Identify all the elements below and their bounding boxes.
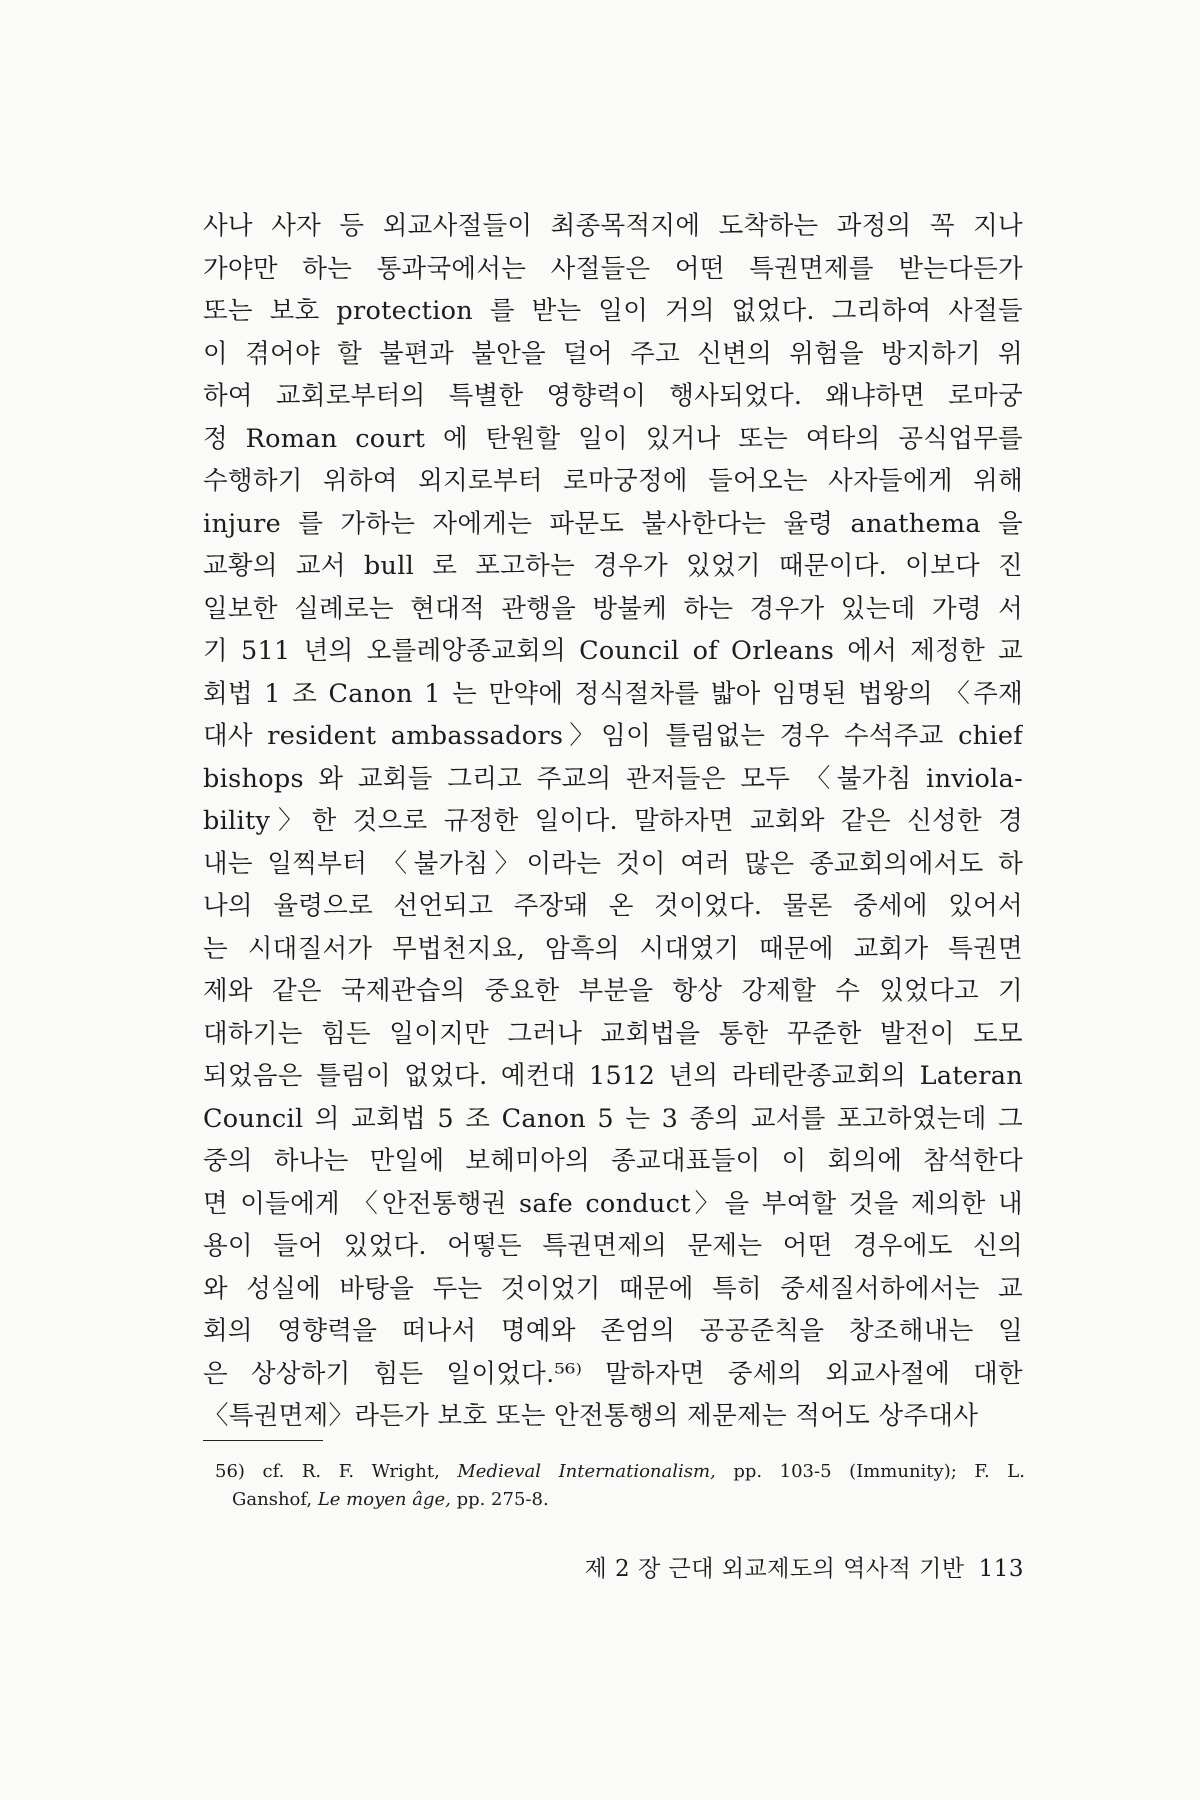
text-line: 내는 일찍부터 〈불가침〉이라는 것이 여러 많은 종교회의에서도 하 bbox=[203, 848, 1023, 879]
text-line: injure 를 가하는 자에게는 파문도 불사한다는 율령 anathema 을 bbox=[203, 508, 1023, 539]
chapter-title: 제 2 장 근대 외교제도의 역사적 기반 bbox=[584, 1556, 965, 1582]
text-line: 대사 resident ambassadors〉임이 틀림없는 경우 수석주교 chief bbox=[203, 721, 1023, 751]
page-number: 113 bbox=[978, 1556, 1024, 1582]
text-line: 용이 들어 있었다. 어떻든 특권면제의 문제는 어떤 경우에도 신의 bbox=[203, 1231, 1023, 1261]
text-line: 대하기는 힘든 일이지만 그러나 교회법을 통한 꾸준한 발전이 도모 bbox=[203, 1018, 1023, 1049]
text-line: 이 겪어야 할 불편과 불안을 덜어 주고 신변의 위험을 방지하기 위 bbox=[203, 338, 1023, 369]
footnote-56 bbox=[215, 1458, 1025, 1486]
footnote-prefix: cf. R. F. Wright, bbox=[262, 1461, 458, 1482]
running-footer bbox=[585, 1550, 1024, 1583]
text-line: 가야만 하는 통과국에서는 사절들은 어떤 특권면제를 받는다든가 bbox=[203, 253, 1023, 284]
text-line: 중의 하나는 만일에 보헤미아의 종교대표들이 이 회의에 참석한다 bbox=[203, 1146, 1023, 1176]
text-line: 와 성실에 바탕을 두는 것이었기 때문에 특히 중세질서하에서는 교 bbox=[203, 1273, 1023, 1304]
footnote-number: 56) bbox=[215, 1461, 245, 1482]
text-line: 일보한 실례로는 현대적 관행을 방불케 하는 경우가 있는데 가령 서 bbox=[203, 593, 1023, 624]
text-line: 정 Roman court 에 탄원할 일이 있거나 또는 여타의 공식업무를 bbox=[203, 423, 1023, 454]
footnotes bbox=[215, 1458, 1025, 1514]
text-line: 제와 같은 국제관습의 중요한 부분을 항상 강제할 수 있었다고 기 bbox=[203, 976, 1023, 1006]
footnote-author-2: Ganshof, bbox=[232, 1489, 318, 1510]
text-line: bility〉한 것으로 규정한 일이다. 말하자면 교회와 같은 신성한 경 bbox=[203, 806, 1023, 836]
text-line: 은 상상하기 힘든 일이었다.⁵⁶⁾ 말하자면 중세의 외교사절에 대한 bbox=[203, 1358, 1023, 1389]
text-line: 하여 교회로부터의 특별한 영향력이 행사되었다. 왜냐하면 로마궁 bbox=[203, 381, 1023, 411]
footnote-suffix: pp. 275-8. bbox=[450, 1489, 549, 1510]
text-line: 사나 사자 등 외교사절들이 최종목적지에 도착하는 과정의 꼭 지나 bbox=[203, 211, 1023, 241]
body-text bbox=[203, 205, 1023, 1438]
footnote-title-2: Le moyen âge, bbox=[317, 1489, 451, 1510]
text-line: 수행하기 위하여 외지로부터 로마궁정에 들어오는 사자들에게 위해 bbox=[203, 466, 1023, 496]
text-line: 또는 보호 protection 를 받는 일이 거의 없었다. 그리하여 사절들 bbox=[203, 296, 1023, 326]
text-line: 교황의 교서 bull 로 포고하는 경우가 있었기 때문이다. 이보다 진 bbox=[203, 551, 1023, 581]
text-line: 회법 1 조 Canon 1 는 만약에 정식절차를 밟아 임명된 법왕의 〈주재 bbox=[203, 678, 1023, 709]
text-line: 기 511 년의 오를레앙종교회의 Council of Orleans 에서 제정한 교 bbox=[203, 636, 1023, 666]
text-line: 면 이들에게 〈안전통행권 safe conduct〉을 부여할 것을 제의한 내 bbox=[203, 1188, 1023, 1219]
text-line: 되었음은 틀림이 없었다. 예컨대 1512 년의 라테란종교회의 Lateran bbox=[203, 1061, 1023, 1091]
text-line: 는 시대질서가 무법천지요, 암흑의 시대였기 때문에 교회가 특권면 bbox=[203, 933, 1023, 964]
footnote-56-continued bbox=[215, 1486, 1025, 1514]
text-line: Council 의 교회법 5 조 Canon 5 는 3 종의 교서를 포고하였는데 그 bbox=[203, 1103, 1023, 1134]
text-line: bishops 와 교회들 그리고 주교의 관저들은 모두 〈불가침 inviola- bbox=[203, 763, 1023, 794]
text-line: 〈특권면제〉라든가 보호 또는 안전통행의 제문제는 적어도 상주대사 bbox=[203, 1401, 979, 1431]
footnote-divider bbox=[203, 1440, 323, 1441]
footnote-middle: pp. 103-5 (Immunity); F. L. bbox=[715, 1461, 1025, 1482]
footnote-title-1: Medieval Internationalism, bbox=[457, 1461, 716, 1482]
text-line: 나의 율령으로 선언되고 주장돼 온 것이었다. 물론 중세에 있어서 bbox=[203, 891, 1023, 921]
text-line: 회의 영향력을 떠나서 명예와 존엄의 공공준칙을 창조해내는 일 bbox=[203, 1316, 1023, 1346]
